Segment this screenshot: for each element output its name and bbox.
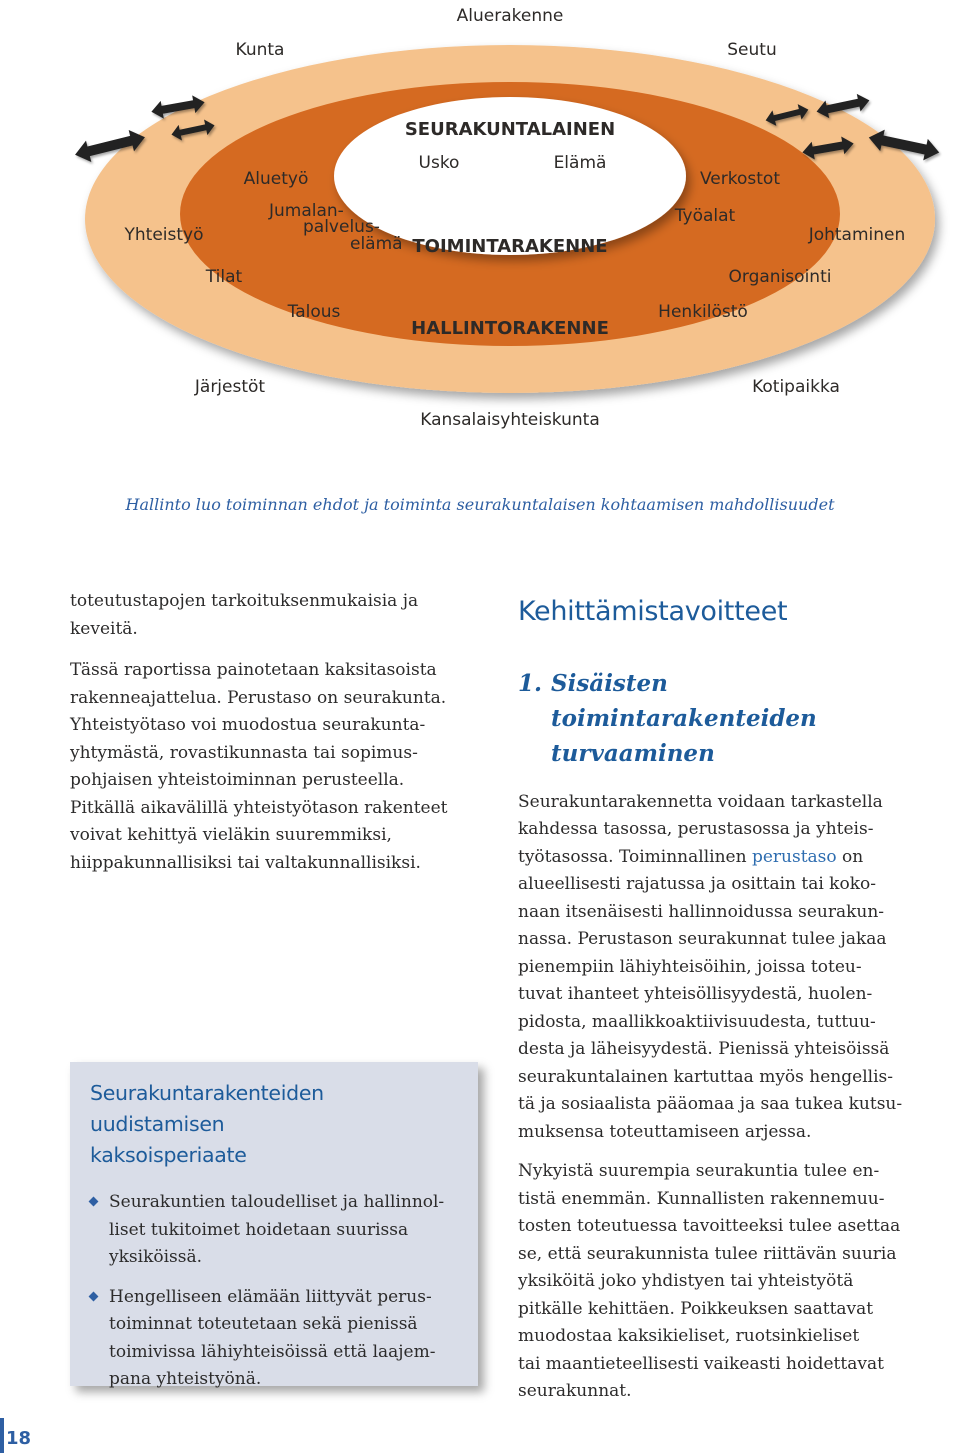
text-line: Pitkällä aikavälillä yhteistyötason rakenteet [70,797,448,818]
label-jumalanpalveluselama-2: palvelus- [303,217,380,237]
text-line: Seurakuntien taloudelliset ja hallinnol- [109,1192,445,1212]
label-henkilosto: Henkilöstö [658,302,748,322]
text-line: yksiköissä. [109,1247,203,1267]
text-line: yksiköitä joko yhdistyen tai yhteistyötä [518,1271,854,1291]
paragraph [518,1158,938,1406]
text-line: työtasossa. Toiminnallinen [518,846,752,867]
text-line: rakenneajattelua. Perustaso on seurakunta. [70,687,447,708]
label-talous: Talous [287,302,341,322]
label-kunta: Kunta [235,40,285,60]
label-organisointi: Organisointi [728,267,832,287]
label-tyoalat: Työalat [674,206,736,226]
label-jarjestot: Järjestöt [194,377,266,397]
label-tilat: Tilat [205,267,243,287]
subsection-heading [518,666,938,771]
subsection-title [551,666,938,771]
diamond-bullet-icon [89,1197,99,1207]
text-line: pienempiin lähiyhteisöihin, joissa toteu- [518,956,862,977]
text-line: alueellisesti rajatussa ja osittain tai koko- [518,874,876,894]
text-line: pidosta, maallikkoaktiivisuudesta, tuttuu- [518,1011,876,1032]
text-line: Seurakuntarakenteiden uudistamisen [90,1081,324,1136]
text-line: tosten toteutuessa tavoitteeksi tulee asettaa [518,1216,901,1236]
label-elama: Elämä [553,153,607,173]
principle-box [70,1062,478,1389]
label-johtaminen: Johtaminen [808,225,906,245]
label-seurakuntalainen: SEURAKUNTALAINEN [404,119,616,140]
page-edge-bar [0,1418,4,1453]
label-toimintarakenne: TOIMINTARAKENNE [412,236,608,257]
page-number: 18 [6,1428,32,1449]
text-line: kaksoisperiaate [90,1143,247,1167]
text-line: muodostaa kaksikieliset, ruotsinkieliset [518,1326,860,1346]
text-line: Hengelliseen elämään liittyvät perus- [109,1286,432,1307]
text-line: hiippakunnallisiksi tai valtakunnallisiksi. [70,852,421,873]
text-line: muksensa toteuttamiseen arjessa. [518,1121,812,1142]
list-item [90,1189,460,1272]
text-line: on [836,846,864,867]
right-column [518,598,938,1418]
text-line: tai maantieteellisesti vaikeasti hoidettavat [518,1353,884,1374]
text-line: seurakunnat. [518,1381,632,1401]
label-seutu: Seutu [727,40,777,60]
subsection-number: 1. [518,669,543,697]
text-line: Yhteistyötaso voi muodostua seurakunta- [70,715,426,735]
text-line: tuvat ihanteet yhteisöllisyydestä, huolen- [518,984,873,1004]
label-verkostot: Verkostot [700,169,780,189]
text-line: keveitä. [70,618,138,639]
text-line: toteutustapojen tarkoituksenmukaisia ja [70,591,419,611]
label-aluetyo: Aluetyö [243,169,309,189]
diamond-bullet-icon [89,1291,99,1301]
text-line: tistä enemmän. Kunnallisten rakennemuu- [518,1188,885,1209]
text-line: naan itsenäisesti hallinnoidussa seurakun- [518,901,885,922]
text-line: Tässä raportissa painotetaan kaksitasoista [70,660,437,680]
text-line: liset tukitoimet hoidetaan suurissa [109,1219,409,1240]
label-kansalaisyhteiskunta: Kansalaisyhteiskunta [420,410,600,430]
left-column [70,588,495,891]
text-line: pitkälle kehittäen. Poikkeuksen saattavat [518,1298,874,1319]
text-line: Sisäisten toimintarakenteiden [551,669,817,732]
text-line: kahdessa tasossa, perustasossa ja yhteis- [518,819,874,839]
text-line: desta ja läheisyydestä. Pienissä yhteisöissä [518,1039,890,1059]
box-title [90,1078,460,1171]
text-line: yhtymästä, rovastikunnasta tai sopimus- [70,742,418,763]
paragraph [70,588,495,643]
text-line: tä ja sosiaalista pääomaa ja saa tukea kutsu- [518,1094,903,1114]
highlighted-term: perustaso [751,846,837,867]
section-heading: Kehittämistavoitteet [518,596,788,627]
label-usko: Usko [418,153,460,173]
bullet-list [70,1189,478,1394]
figure-caption: Hallinto luo toiminnan ehdot ja toiminta seurakuntalaisen kohtaamisen mahdollisuudet [125,495,835,514]
label-kotipaikka: Kotipaikka [752,377,840,397]
label-jumalanpalveluselama-3: elämä [350,234,403,254]
structure-diagram [0,0,960,460]
text-line: toimivissa lähiyhteisöissä että laajem- [109,1341,436,1362]
paragraph [518,789,938,1147]
text-line: nassa. Perustason seurakunnat tulee jakaa [518,929,887,949]
label-aluerakenne: Aluerakenne [456,6,564,26]
label-hallintorakenne: HALLINTORAKENNE [411,318,609,339]
text-line: pohjaisen yhteistoiminnan perusteella. [70,770,405,790]
list-item [90,1284,460,1394]
label-yhteistyo: Yhteistyö [124,225,204,245]
text-line: toiminnat toteutetaan sekä pienissä [109,1314,418,1334]
text-line: turvaaminen [551,739,715,767]
text-line: Seurakuntarakennetta voidaan tarkastella [518,791,883,812]
text-line: voivat kehittyä vieläkin suuremmiksi, [70,825,392,845]
paragraph [70,657,495,877]
label-jumalanpalveluselama-1: Jumalan- [269,201,344,221]
text-line: pana yhteistyönä. [109,1369,262,1389]
text-line: se, että seurakunnista tulee riittävän suuria [518,1243,897,1264]
text-line: seurakuntalainen kartuttaa myös hengellis- [518,1066,893,1087]
text-line: Nykyistä suurempia seurakuntia tulee en- [518,1161,880,1181]
